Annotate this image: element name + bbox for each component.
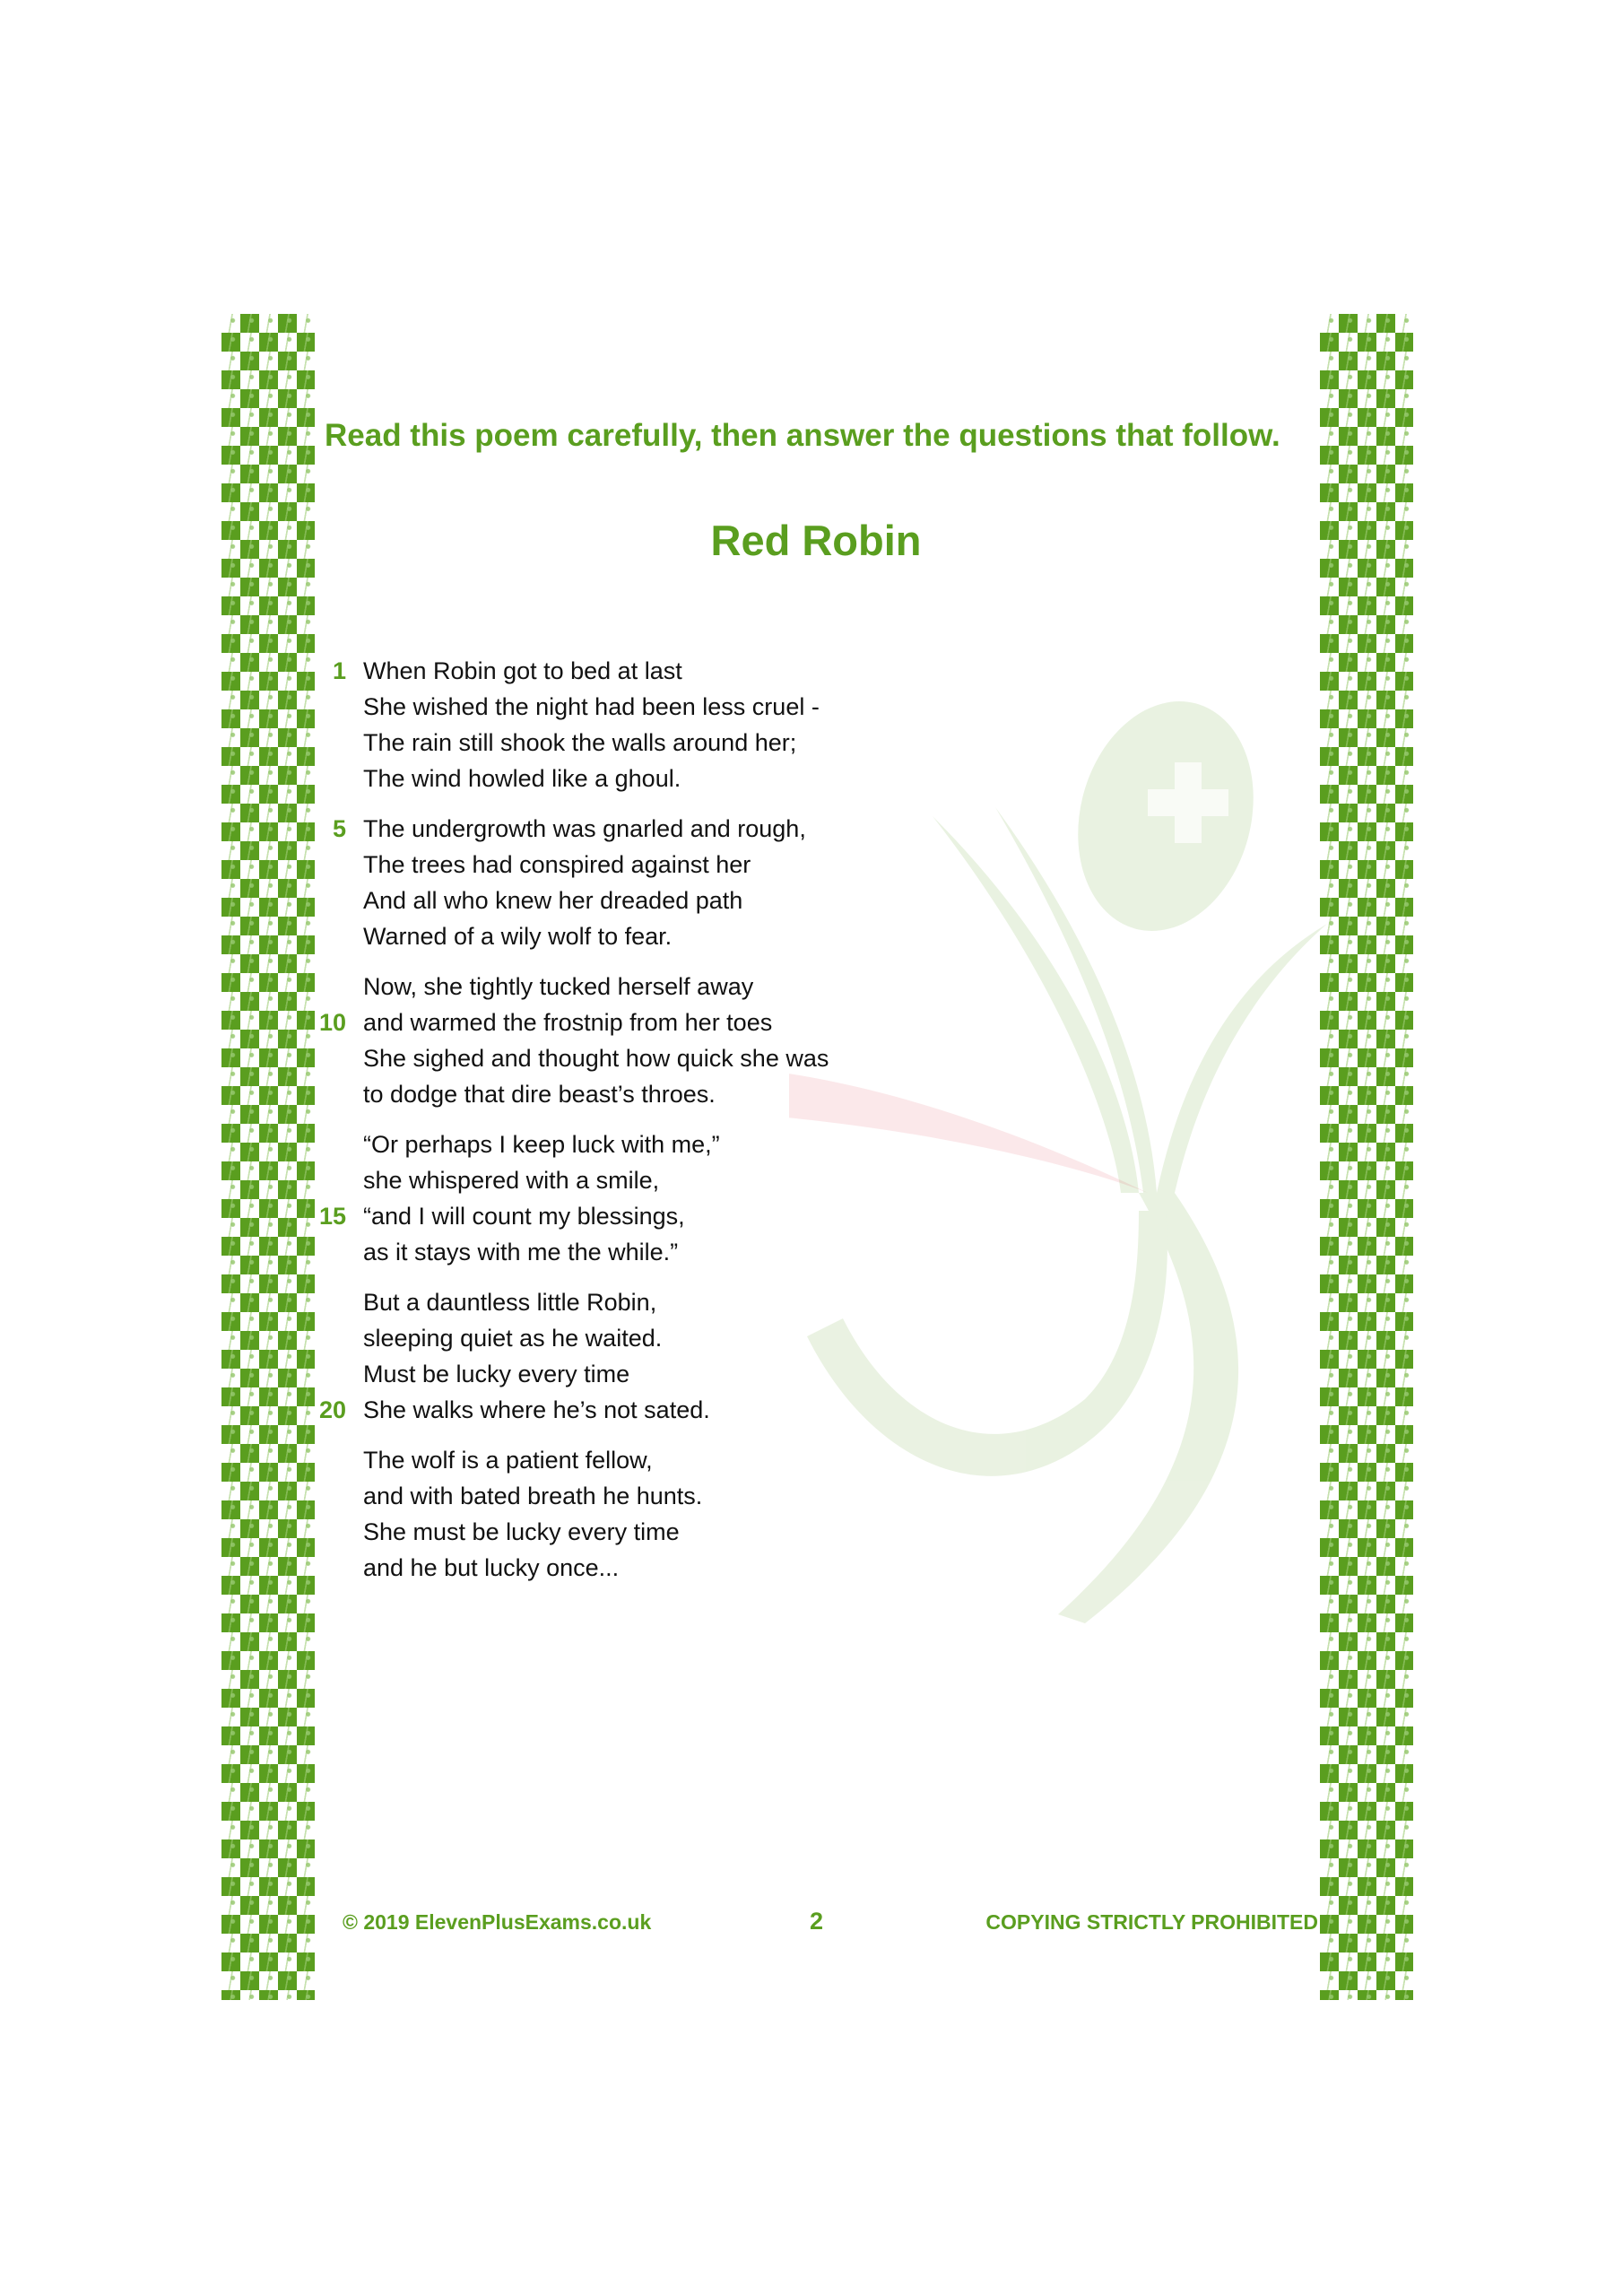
logo-watermark	[789, 691, 1327, 1623]
poem-title-text: Red Robin	[710, 517, 922, 564]
poem-title	[0, 516, 1623, 565]
footer-notice: COPYING STRICTLY PROHIBITED	[985, 1910, 1318, 1934]
line-text: She walks where he’s not sated.	[363, 1396, 710, 1423]
line-text: “and I will count my blessings,	[363, 1203, 685, 1230]
line-text: The wind howled like a ghoul.	[363, 765, 681, 792]
line-text: But a dauntless little Robin,	[363, 1289, 657, 1316]
line-text: and with bated breath he hunts.	[363, 1483, 703, 1509]
line-text: When Robin got to bed at last	[363, 657, 682, 684]
line-number: 1	[332, 657, 346, 684]
footer-copyright: © 2019 ElevenPlusExams.co.uk	[343, 1910, 652, 1934]
line-text: The undergrowth was gnarled and rough,	[363, 815, 806, 842]
line-text: The wolf is a patient fellow,	[363, 1447, 653, 1474]
line-number: 15	[318, 1203, 346, 1230]
line-text: “Or perhaps I keep luck with me,”	[363, 1131, 720, 1158]
line-text: She must be lucky every time	[363, 1518, 680, 1545]
line-text: Must be lucky every time	[363, 1361, 630, 1387]
instruction-heading: Read this poem carefully, then answer the questions that follow.	[325, 418, 1280, 453]
line-text: and he but lucky once...	[363, 1554, 620, 1581]
line-number: 20	[318, 1396, 346, 1423]
page-number: 2	[810, 1908, 824, 1935]
line-text: And all who knew her dreaded path	[363, 887, 743, 914]
line-text: she whispered with a smile,	[363, 1167, 660, 1194]
line-text: sleeping quiet as he waited.	[363, 1325, 663, 1352]
line-text: Now, she tightly tucked herself away	[363, 973, 754, 1000]
line-text: She wished the night had been less cruel -	[363, 693, 820, 720]
checkered-border-right	[1320, 314, 1413, 2000]
checkered-border-left	[221, 314, 315, 2000]
line-text: to dodge that dire beast’s throes.	[363, 1081, 716, 1108]
line-text: and warmed the frostnip from her toes	[363, 1009, 773, 1036]
line-text: The rain still shook the walls around her;	[363, 729, 797, 756]
line-number: 5	[332, 815, 346, 842]
line-text: She sighed and thought how quick she was	[363, 1045, 829, 1072]
line-text: as it stays with me the while.”	[363, 1239, 679, 1265]
line-text: Warned of a wily wolf to fear.	[363, 923, 673, 950]
line-number: 10	[318, 1009, 346, 1036]
line-text: The trees had conspired against her	[363, 851, 751, 878]
